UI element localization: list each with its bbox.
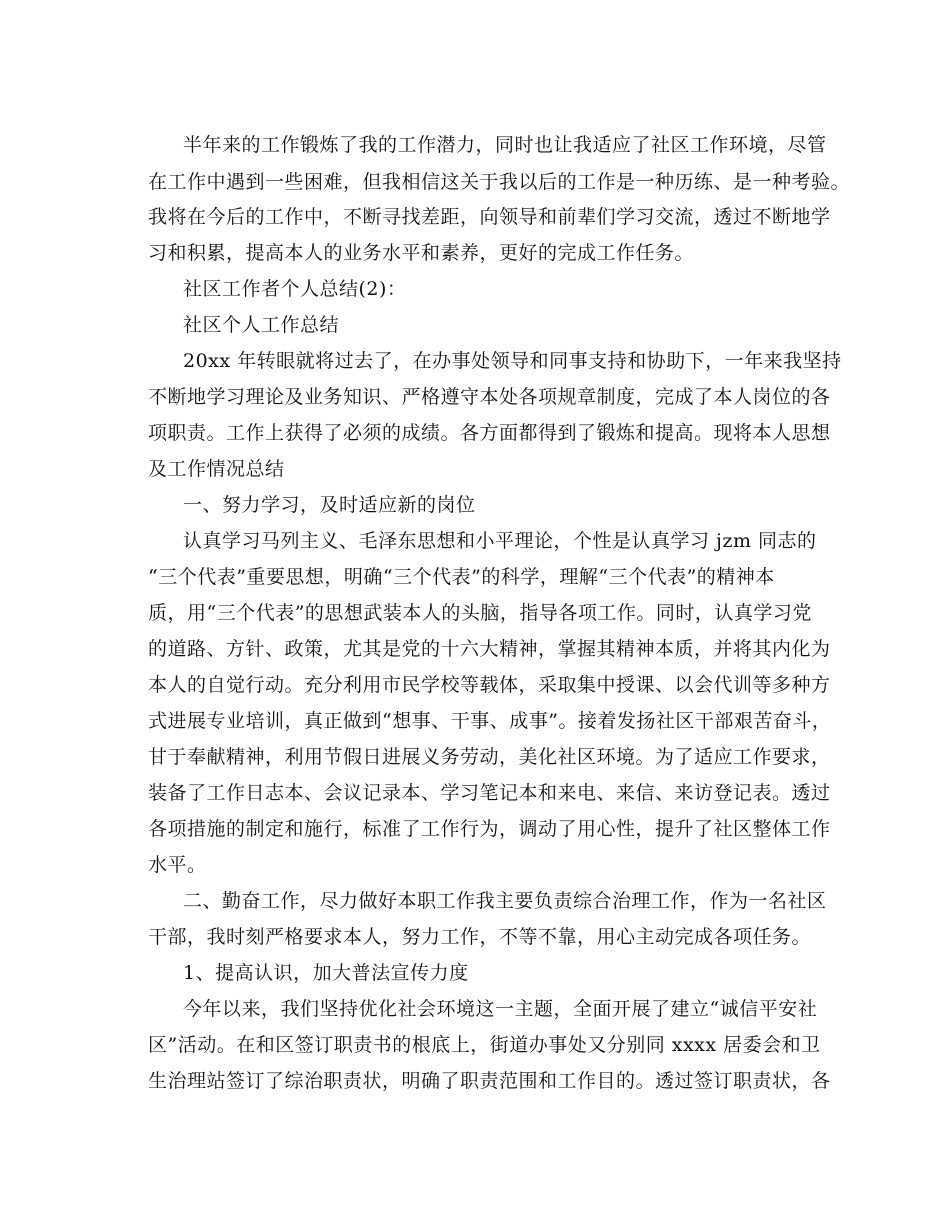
paragraph-line: 装备了工作日志本、会议记录本、学习笔记本和来电、来信、来访登记表。透过 xyxy=(148,782,831,804)
paragraph-line: 本人的自觉行动。充分利用市民学校等载体，采取集中授课、以会代训等多种方 xyxy=(148,674,831,696)
paragraph-line: 及工作情况总结 xyxy=(148,458,285,480)
paragraph-line: 式进展专业培训，真正做到“想事、干事、成事”。接着发扬社区干部艰苦奋斗， xyxy=(148,710,832,732)
section-heading: 二、勤奋工作，尽力做好本职工作我主要负责综合治理工作，作为一名社区 xyxy=(183,890,827,912)
paragraph-line: 各项措施的制定和施行，标准了工作行为，调动了用心性，提升了社区整体工作 xyxy=(148,818,831,840)
paragraph-line: 的道路、方针、政策，尤其是党的十六大精神，掌握其精神本质，并将其内化为 xyxy=(148,638,831,660)
subsection-heading: 1、提高认识，加大普法宣传力度 xyxy=(183,962,469,984)
paragraph-line: 干部，我时刻严格要求本人，努力工作，不等不靠，用心主动完成各项任务。 xyxy=(148,926,812,948)
paragraph-line: 在工作中遇到一些困难，但我相信这关于我以后的工作是一种历练、是一种考验。 xyxy=(148,171,851,193)
paragraph-line: 半年来的工作锻炼了我的工作潜力，同时也让我适应了社区工作环境，尽管 xyxy=(183,134,827,156)
paragraph-line: 项职责。工作上获得了必须的成绩。各方面都得到了锻炼和提高。现将本人思想 xyxy=(148,422,831,444)
paragraph-line: 今年以来，我们坚持优化社会环境这一主题，全面开展了建立“诚信平安社 xyxy=(183,998,818,1020)
paragraph-line: 区”活动。在和区签订职责书的根底上，街道办事处又分别同 xxxx 居委会和卫 xyxy=(148,1034,821,1056)
section-heading: 一、努力学习，及时适应新的岗位 xyxy=(183,494,476,516)
paragraph-line: 水平。 xyxy=(148,854,207,876)
paragraph-line: 生治理站签订了综治职责状，明确了职责范围和工作目的。透过签订职责状，各 xyxy=(148,1070,831,1092)
paragraph-line: “三个代表”重要思想，明确“三个代表”的科学，理解“三个代表”的精神本 xyxy=(148,566,775,588)
paragraph-line: 甘于奉献精神，利用节假日进展义务劳动，美化社区环境。为了适应工作要求， xyxy=(148,746,831,768)
paragraph-line: 认真学习马列主义、毛泽东思想和小平理论，个性是认真学习 jzm 同志的 xyxy=(183,530,817,552)
paragraph-line: 质，用“三个代表”的思想武装本人的头脑，指导各项工作。同时，认真学习党 xyxy=(148,602,812,624)
paragraph-line: 我将在今后的工作中，不断寻找差距，向领导和前辈们学习交流，透过不断地学 xyxy=(148,206,831,228)
paragraph-line: 不断地学习理论及业务知识、严格遵守本处各项规章制度，完成了本人岗位的各 xyxy=(148,386,831,408)
paragraph-line: 20xx 年转眼就将过去了，在办事处领导和同事支持和协助下，一年来我坚持 xyxy=(183,350,842,372)
section-heading: 社区工作者个人总结(2)： xyxy=(183,278,407,300)
paragraph-line: 习和积累，提高本人的业务水平和素养，更好的完成工作任务。 xyxy=(148,242,695,264)
document-title: 社区个人工作总结 xyxy=(183,314,340,336)
